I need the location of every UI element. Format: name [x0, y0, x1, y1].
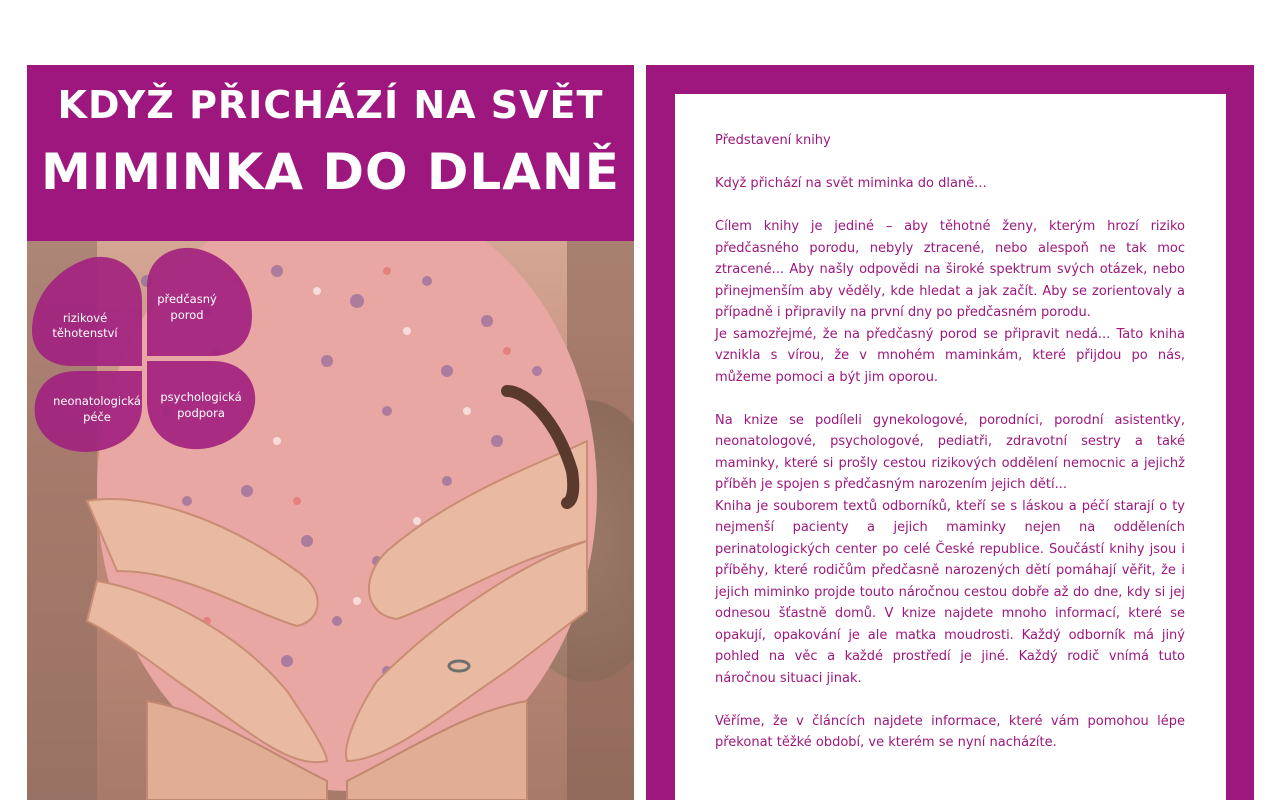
- clover-bottom-left-line2: péče: [83, 410, 111, 424]
- cover-title-line2: MIMINKA DO DLANĚ: [41, 143, 620, 201]
- description-paragraph-5: Věříme, že v článcích najdete informace, které vám pomohou lépe překonat těžké období, ve kterém se nyní nacházíte.: [715, 713, 1185, 750]
- clover-bottom-right-line1: psychologická: [160, 390, 242, 404]
- description-inner: [675, 94, 1226, 800]
- clover-top-left-line1: rizikové: [62, 311, 108, 325]
- clover-bottom-left-line1: neonatologická: [53, 394, 141, 408]
- clover-top-right-line2: porod: [170, 308, 204, 322]
- book-cover: [27, 65, 634, 800]
- cover-photo: [27, 241, 634, 800]
- description-paragraph-1: Cílem knihy je jediné – aby těhotné ženy, kterým hrozí riziko předčasného porodu, nebyly ztracené, nebo alespoň ne tak moc ztracené... Aby našly odpovědi na široké spektrum svých otázek, nebo přinejmenším aby věděly, kde hledat a jak začít. Aby se zorientovaly a případně i připravily na první dny po předčasném porodu.: [715, 219, 1185, 320]
- clover-top-right-line1: předčasný: [157, 292, 217, 306]
- description-panel: [646, 65, 1254, 800]
- clover-badge: [27, 241, 262, 456]
- cover-title-band: [27, 65, 634, 241]
- description-paragraph-3: Na knize se podíleli gynekologové, porodníci, porodní asistentky, neonatologové, psychologové, pediatři, zdravotní sestry a také maminky, které si prošly cestou rizikových oddělení nemocnic a jejichž příběh je spojen s předčasným narozením jejich dětí...: [715, 412, 1185, 492]
- cover-title-line1: KDYŽ PŘICHÁZÍ NA SVĚT: [57, 83, 604, 127]
- clover-top-left-line2: těhotenství: [52, 326, 118, 340]
- clover-bottom-right-line2: podpora: [177, 406, 225, 420]
- description-paragraph-2: Je samozřejmé, že na předčasný porod se připravit nedá... Tato kniha vznikla s vírou, že v mnohém maminkám, které přijdou po nás, můžeme pomoci a být jim oporou.: [715, 326, 1185, 385]
- description-paragraph-4: Kniha je souborem textů odborníků, kteří se s láskou a péčí starají o ty nejmenší pacienty a jejich maminky nejen na odděleních perinatologických center po celé České republice. Součástí knihy jsou i příběhy, které rodičům předčasně narozených dětí pomáhají věřit, že i jejich miminko projde touto náročnou cestou dobře až do dne, kdy si jej odnesou šťastně domů. V knize najdete mnoho informací, které se opakují, opakování je ale matka moudrosti. Každý odborník má jiný pohled na věc a každé prostředí je jiné. Každý rodič vnímá tuto náročnou situaci jinak.: [715, 498, 1185, 686]
- description-text: [715, 130, 1185, 754]
- description-heading: Představení knihy: [715, 133, 831, 148]
- description-subtitle: Když přichází na svět miminka do dlaně...: [715, 176, 987, 191]
